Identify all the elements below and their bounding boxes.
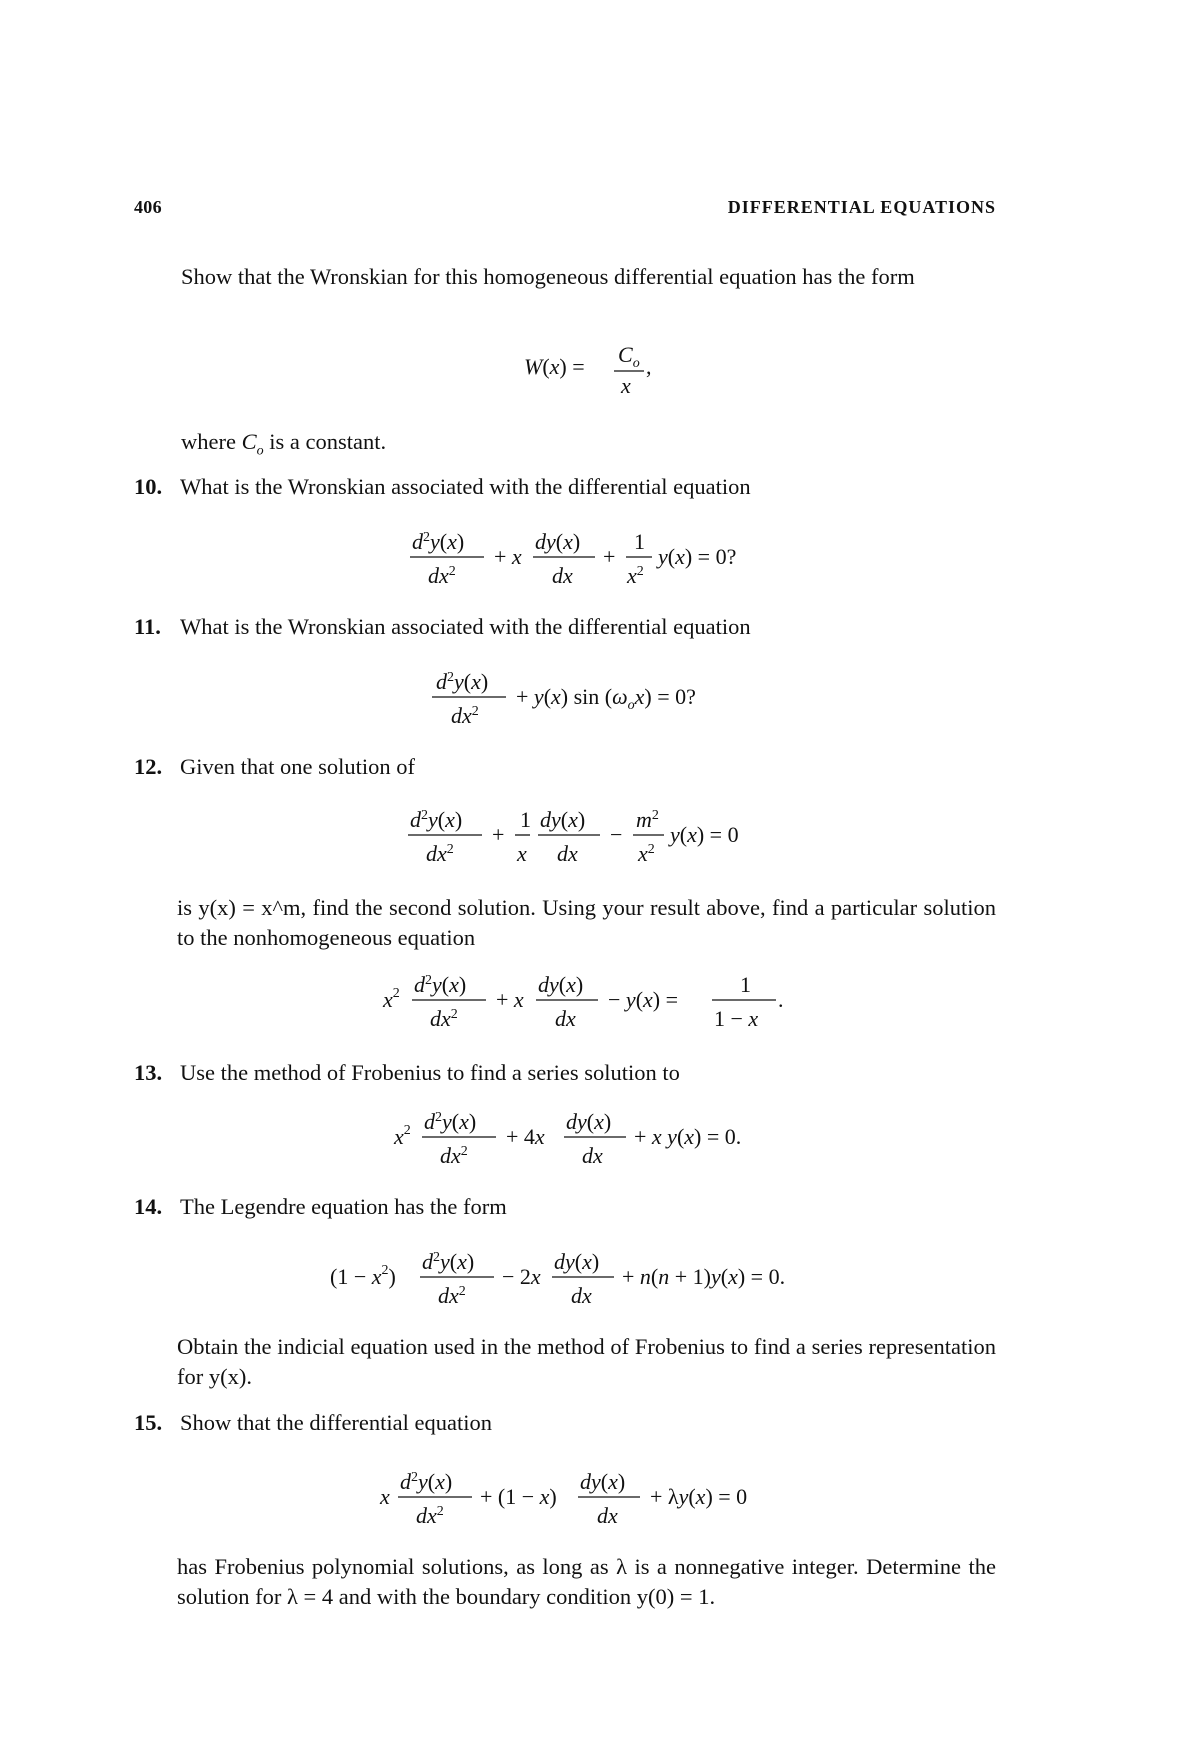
svg-text:+ x: + x [496,987,524,1012]
svg-text:Co: $C_o$ [618,342,640,371]
svg-text:dx2: $dx^2$ [416,1503,444,1528]
svg-text:d2y(x): $d^2y(x)$ [414,972,467,997]
svg-text:dx: dx [582,1143,603,1168]
equation-15 [0,1465,1200,1545]
svg-text:+ x: + x [494,544,522,569]
svg-text:dx2: $dx^2$ [430,1006,458,1031]
problem-number: 14. [134,1194,163,1219]
equation-14 [0,1245,1200,1325]
svg-text:1: 1 [634,529,645,554]
svg-text:+ y(x) sin (ωox) = 0?: + y(x) $\sin (\omega_ox) = 0$? [516,684,696,713]
svg-text:.: . [778,987,784,1012]
svg-text:d2y(x): $d^2y(x)$ [410,807,463,832]
page-number: 406 [134,197,162,217]
svg-text:dy(x): dy(x) [580,1469,626,1494]
problem-11 [134,612,996,642]
svg-text:d2y(x): $d^2y(x)$ [424,1109,477,1134]
svg-text:d2y(x): $d^2y(x)$ [412,529,465,554]
svg-text:−: − [610,822,623,847]
svg-text:+ λy(x) = 0: + λy(x) = 0 [650,1484,748,1509]
problem-number: 10. [134,474,163,499]
problem-10 [134,472,996,502]
svg-text:d2y(x): $d^2y(x)$ [436,669,489,694]
svg-text:− y(x) =: − y(x) = [608,987,679,1012]
svg-text:+ (1 − x): + (1 − x) [480,1484,557,1509]
svg-text:x2: $x^2$ [627,563,644,588]
equation-10 [0,525,1200,605]
svg-text:dy(x): dy(x) [554,1249,600,1274]
svg-text:dx2: $dx^2$ [451,703,479,728]
equation-12 [0,803,1200,883]
svg-text:dy(x): dy(x) [538,972,584,997]
problem-text: Use the method of Frobenius to find a series solution to [180,1060,680,1085]
svg-text:dx2: $dx^2$ [440,1143,468,1168]
svg-text:d2y(x): $d^2y(x)$ [400,1469,453,1494]
svg-text:− 2x: − 2x [502,1264,541,1289]
svg-text:(1 − x2): $(1 - x^2)$ [330,1263,396,1289]
svg-text:x: x [517,841,527,866]
svg-text:+: + [603,544,616,569]
running-head: DIFFERENTIAL EQUATIONS [727,197,996,217]
svg-text:+ x y(x) = 0.: + x y(x) = 0. [634,1124,742,1149]
problem-13 [134,1058,996,1088]
svg-text:dx2: $dx^2$ [428,563,456,588]
problem-text: What is the Wronskian associated with the differential equation [180,614,751,639]
problem-12 [134,752,996,782]
problem-number: 11. [134,614,161,639]
problem-15-followup: has Frobenius polynomial solutions, as long as λ is a nonnegative integer. Determine the solution for λ = 4 and with the boundary condition y(0) = 1. [177,1554,996,1609]
svg-text:dx: dx [571,1283,592,1308]
problem-14 [134,1192,996,1222]
svg-text:dx: dx [557,841,578,866]
svg-text:y(x) = 0?: y(x) = 0? [658,544,737,569]
intro-after: where $C_o$ is a constant. [181,429,387,459]
equation-12b [0,968,1200,1048]
svg-text:1 − x: 1 − x [714,1006,759,1031]
svg-text:dx: dx [552,563,573,588]
problem-number: 13. [134,1060,163,1085]
intro-paragraph [181,262,996,292]
svg-text:x2: $x^2$ [383,986,400,1012]
problem-text: The Legendre equation has the form [180,1194,507,1219]
svg-text:m2: $m^2$ [636,807,659,832]
svg-text:1: 1 [740,972,751,997]
problem-12-followup: is y(x) = x^m, find the second solution. Using your result above, find a particular solution to the nonhomogeneous equation [177,895,996,950]
problem-15 [134,1408,996,1438]
svg-text:dx2: $dx^2$ [438,1283,466,1308]
svg-text:dy(x): dy(x) [535,529,581,554]
problem-text: Show that the differential equation [180,1410,493,1435]
svg-text:x2: $x^2$ [638,841,655,866]
svg-text:+: + [492,822,505,847]
svg-text:1: 1 [520,807,531,832]
svg-text:x: x [621,373,631,398]
problem-number: 12. [134,754,163,779]
problem-number: 15. [134,1410,163,1435]
svg-text:W(x) =: W(x) = [524,354,585,379]
svg-text:+ n(n + 1)y(x) = 0.: + n(n + 1)y(x) = 0. [622,1264,786,1289]
svg-text:,: , [646,354,652,379]
svg-text:y(x) = 0: y(x) = 0 [670,822,739,847]
problem-14-followup: Obtain the indicial equation used in the method of Frobenius to find a series representation for y(x). [177,1334,996,1389]
svg-text:dx2: $dx^2$ [426,841,454,866]
svg-text:x: x [380,1484,390,1509]
svg-text:dx: dx [597,1503,618,1528]
svg-text:dy(x): dy(x) [540,807,586,832]
svg-text:dx: dx [555,1006,576,1031]
svg-text:+ 4x: + 4x [506,1124,545,1149]
problem-text: Given that one solution of [180,754,415,779]
svg-text:dy(x): dy(x) [566,1109,612,1134]
page-header [134,197,996,223]
problem-text: What is the Wronskian associated with the differential equation [180,474,751,499]
intro-text: Show that the Wronskian for this homogeneous differential equation has the form [181,264,915,289]
wronskian-formula [0,340,1200,420]
svg-text:d2y(x): $d^2y(x)$ [422,1249,475,1274]
svg-text:x2: $x^2$ [394,1123,411,1149]
equation-11 [0,665,1200,745]
equation-13 [0,1105,1200,1185]
